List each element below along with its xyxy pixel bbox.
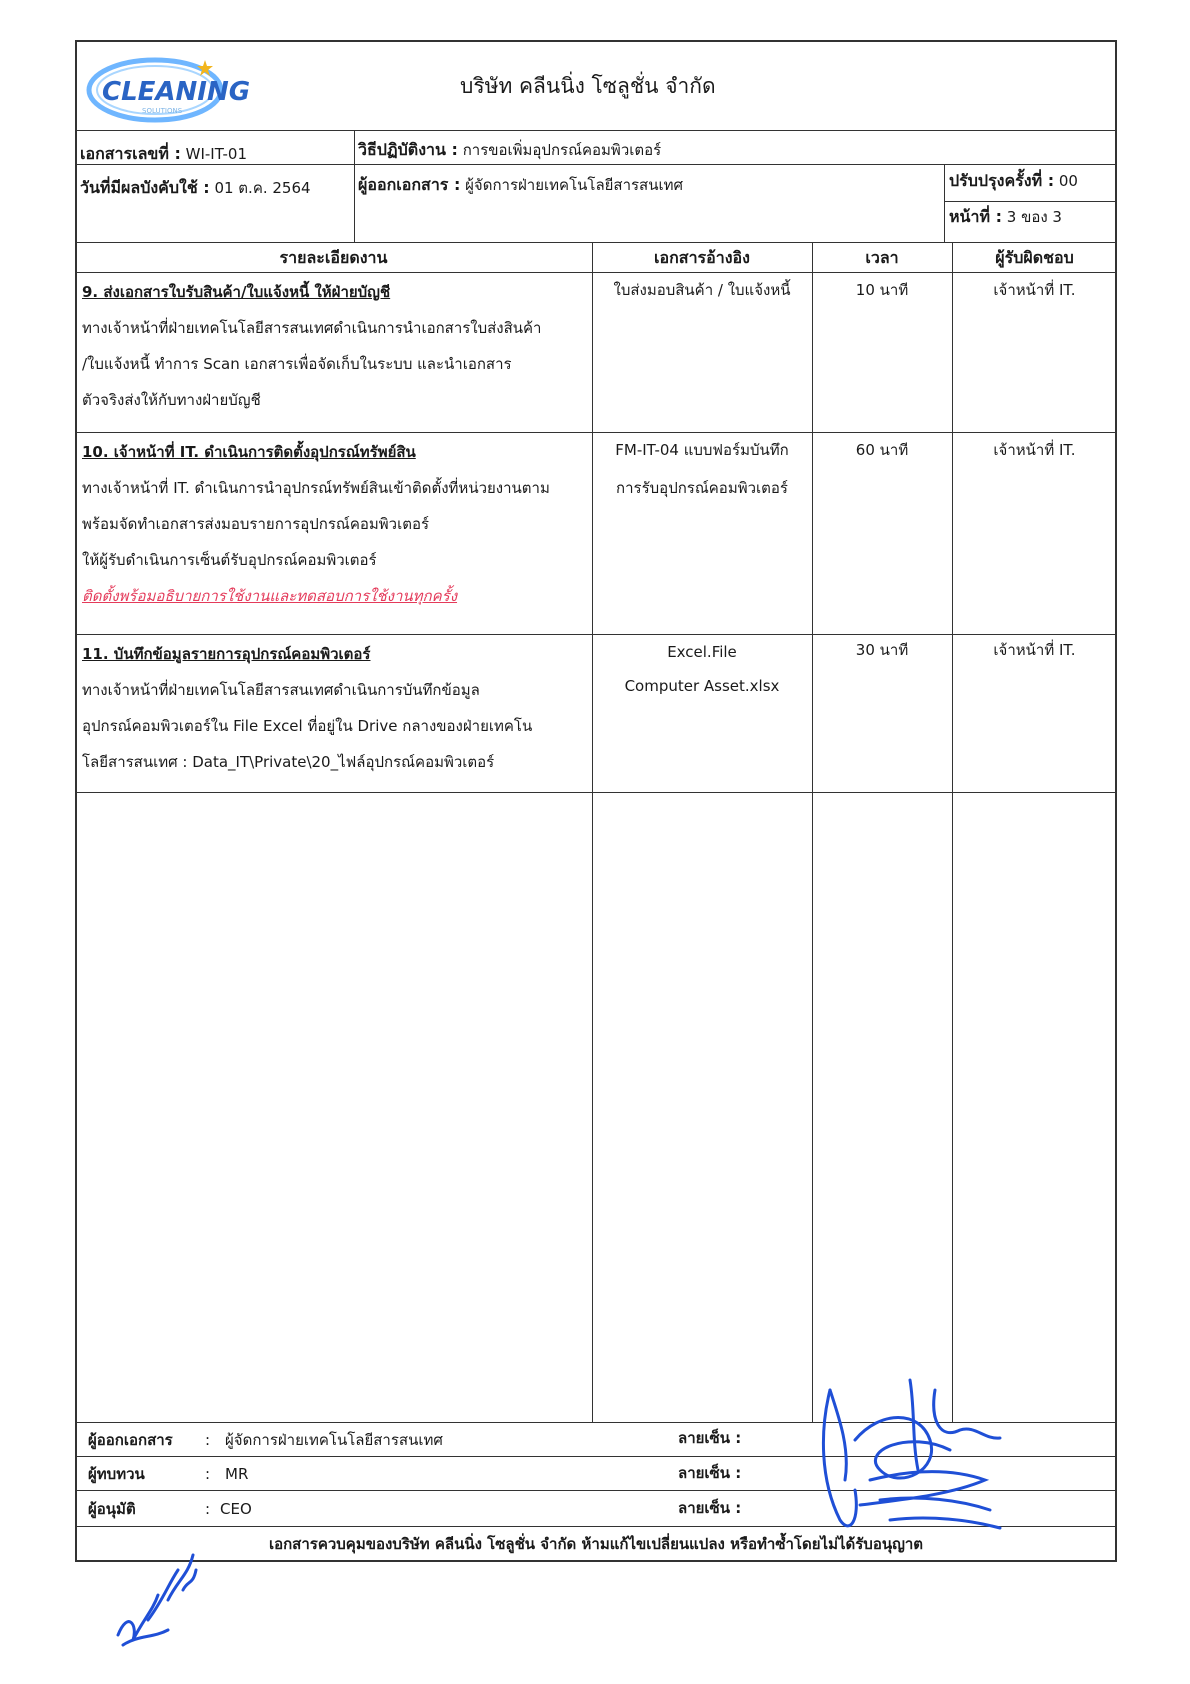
page-number: หน้าที่ : 3 ของ 3: [949, 207, 1062, 226]
col-header-ref: เอกสารอ้างอิง: [654, 248, 750, 267]
row-ref: Computer Asset.xlsx: [624, 677, 780, 695]
issuer: ผู้ออกเอกสาร : ผู้จัดการฝ่ายเทคโนโลยีสารสนเทศ: [358, 175, 683, 194]
row-title: 11. บันทึกข้อมูลรายการอุปกรณ์คอมพิวเตอร์: [82, 645, 371, 663]
row-line: โลยีสารสนเทศ : Data_IT\Private\20_ไฟล์อุปกรณ์คอมพิวเตอร์: [82, 753, 495, 771]
row-owner: เจ้าหน้าที่ IT.: [993, 641, 1076, 659]
row-ref: การรับอุปกรณ์คอมพิวเตอร์: [616, 479, 788, 497]
company-name: บริษัท คลีนนิ่ง โซลูชั่น จำกัด: [460, 74, 716, 98]
logo: [80, 48, 251, 128]
row-title: 10. เจ้าหน้าที่ IT. ดำเนินการติดตั้งอุปกรณ์ทรัพย์สิน: [82, 443, 416, 461]
row-line: ให้ผู้รับดำเนินการเซ็นต์รับอุปกรณ์คอมพิวเตอร์: [82, 551, 377, 569]
row-line: พร้อมจัดทำเอกสารส่งมอบรายการอุปกรณ์คอมพิวเตอร์: [82, 515, 430, 533]
document-frame: [75, 40, 1117, 1562]
doc-no: เอกสารเลขที่ : WI-IT-01: [80, 144, 248, 163]
cleaning-logo-icon: [80, 48, 251, 128]
row-note: ติดตั้งพร้อมอธิบายการใช้งานและทดสอบการใช้งานทุกครั้ง: [82, 587, 458, 605]
signature-scribble-icon: [800, 1370, 1020, 1540]
procedure: วิธีปฏิบัติงาน : การขอเพิ่มอุปกรณ์คอมพิวเตอร์: [358, 140, 662, 159]
effective-date: วันที่มีผลบังคับใช้ : 01 ต.ค. 2564: [80, 178, 311, 197]
row-time: 10 นาที: [855, 281, 909, 299]
col-header-owner: ผู้รับผิดชอบ: [995, 248, 1074, 267]
row-line: อุปกรณ์คอมพิวเตอร์ใน File Excel ที่อยู่ใน Drive กลางของฝ่ายเทคโน: [82, 717, 533, 735]
revision: ปรับปรุงครั้งที่ : 00: [949, 171, 1078, 190]
footer-notice: เอกสารควบคุมของบริษัท คลีนนิ่ง โซลูชั่น จำกัด ห้ามแก้ไขเปลี่ยนแปลง หรือทำซ้ำโดยไม่ได้รับอนุญาต: [268, 1535, 924, 1553]
row-title: 9. ส่งเอกสารใบรับสินค้า/ใบแจ้งหนี้ ให้ฝ่ายบัญชี: [82, 283, 391, 301]
row-line: ตัวจริงส่งให้กับทางฝ่ายบัญชี: [82, 391, 261, 409]
row-line: ทางเจ้าหน้าที่ IT. ดำเนินการนำอุปกรณ์ทรัพย์สินเข้าติดตั้งที่หน่วยงานตาม: [82, 479, 550, 497]
svg-text:CLEANING: CLEANING: [102, 77, 251, 107]
svg-text:SOLUTIONS: SOLUTIONS: [142, 107, 183, 115]
row-time: 30 นาที: [855, 641, 909, 659]
col-header-time: เวลา: [865, 248, 899, 267]
row-ref: FM-IT-04 แบบฟอร์มบันทึก: [615, 441, 789, 459]
row-time: 60 นาที: [855, 441, 909, 459]
row-line: ทางเจ้าหน้าที่ฝ่ายเทคโนโลยีสารสนเทศดำเนินการนำเอกสารใบส่งสินค้า: [82, 319, 542, 337]
row-line: /ใบแจ้งหนี้ ทำการ Scan เอกสารเพื่อจัดเก็บในระบบ และนำเอกสาร: [82, 355, 512, 373]
row-line: ทางเจ้าหน้าที่ฝ่ายเทคโนโลยีสารสนเทศดำเนินการบันทึกข้อมูล: [82, 681, 480, 699]
row-ref: ใบส่งมอบสินค้า / ใบแจ้งหนี้: [613, 281, 791, 299]
row-ref: Excel.File: [667, 643, 737, 661]
row-owner: เจ้าหน้าที่ IT.: [993, 281, 1076, 299]
initial-signature-icon: [108, 1540, 218, 1650]
col-header-detail: รายละเอียดงาน: [279, 248, 388, 267]
row-owner: เจ้าหน้าที่ IT.: [993, 441, 1076, 459]
